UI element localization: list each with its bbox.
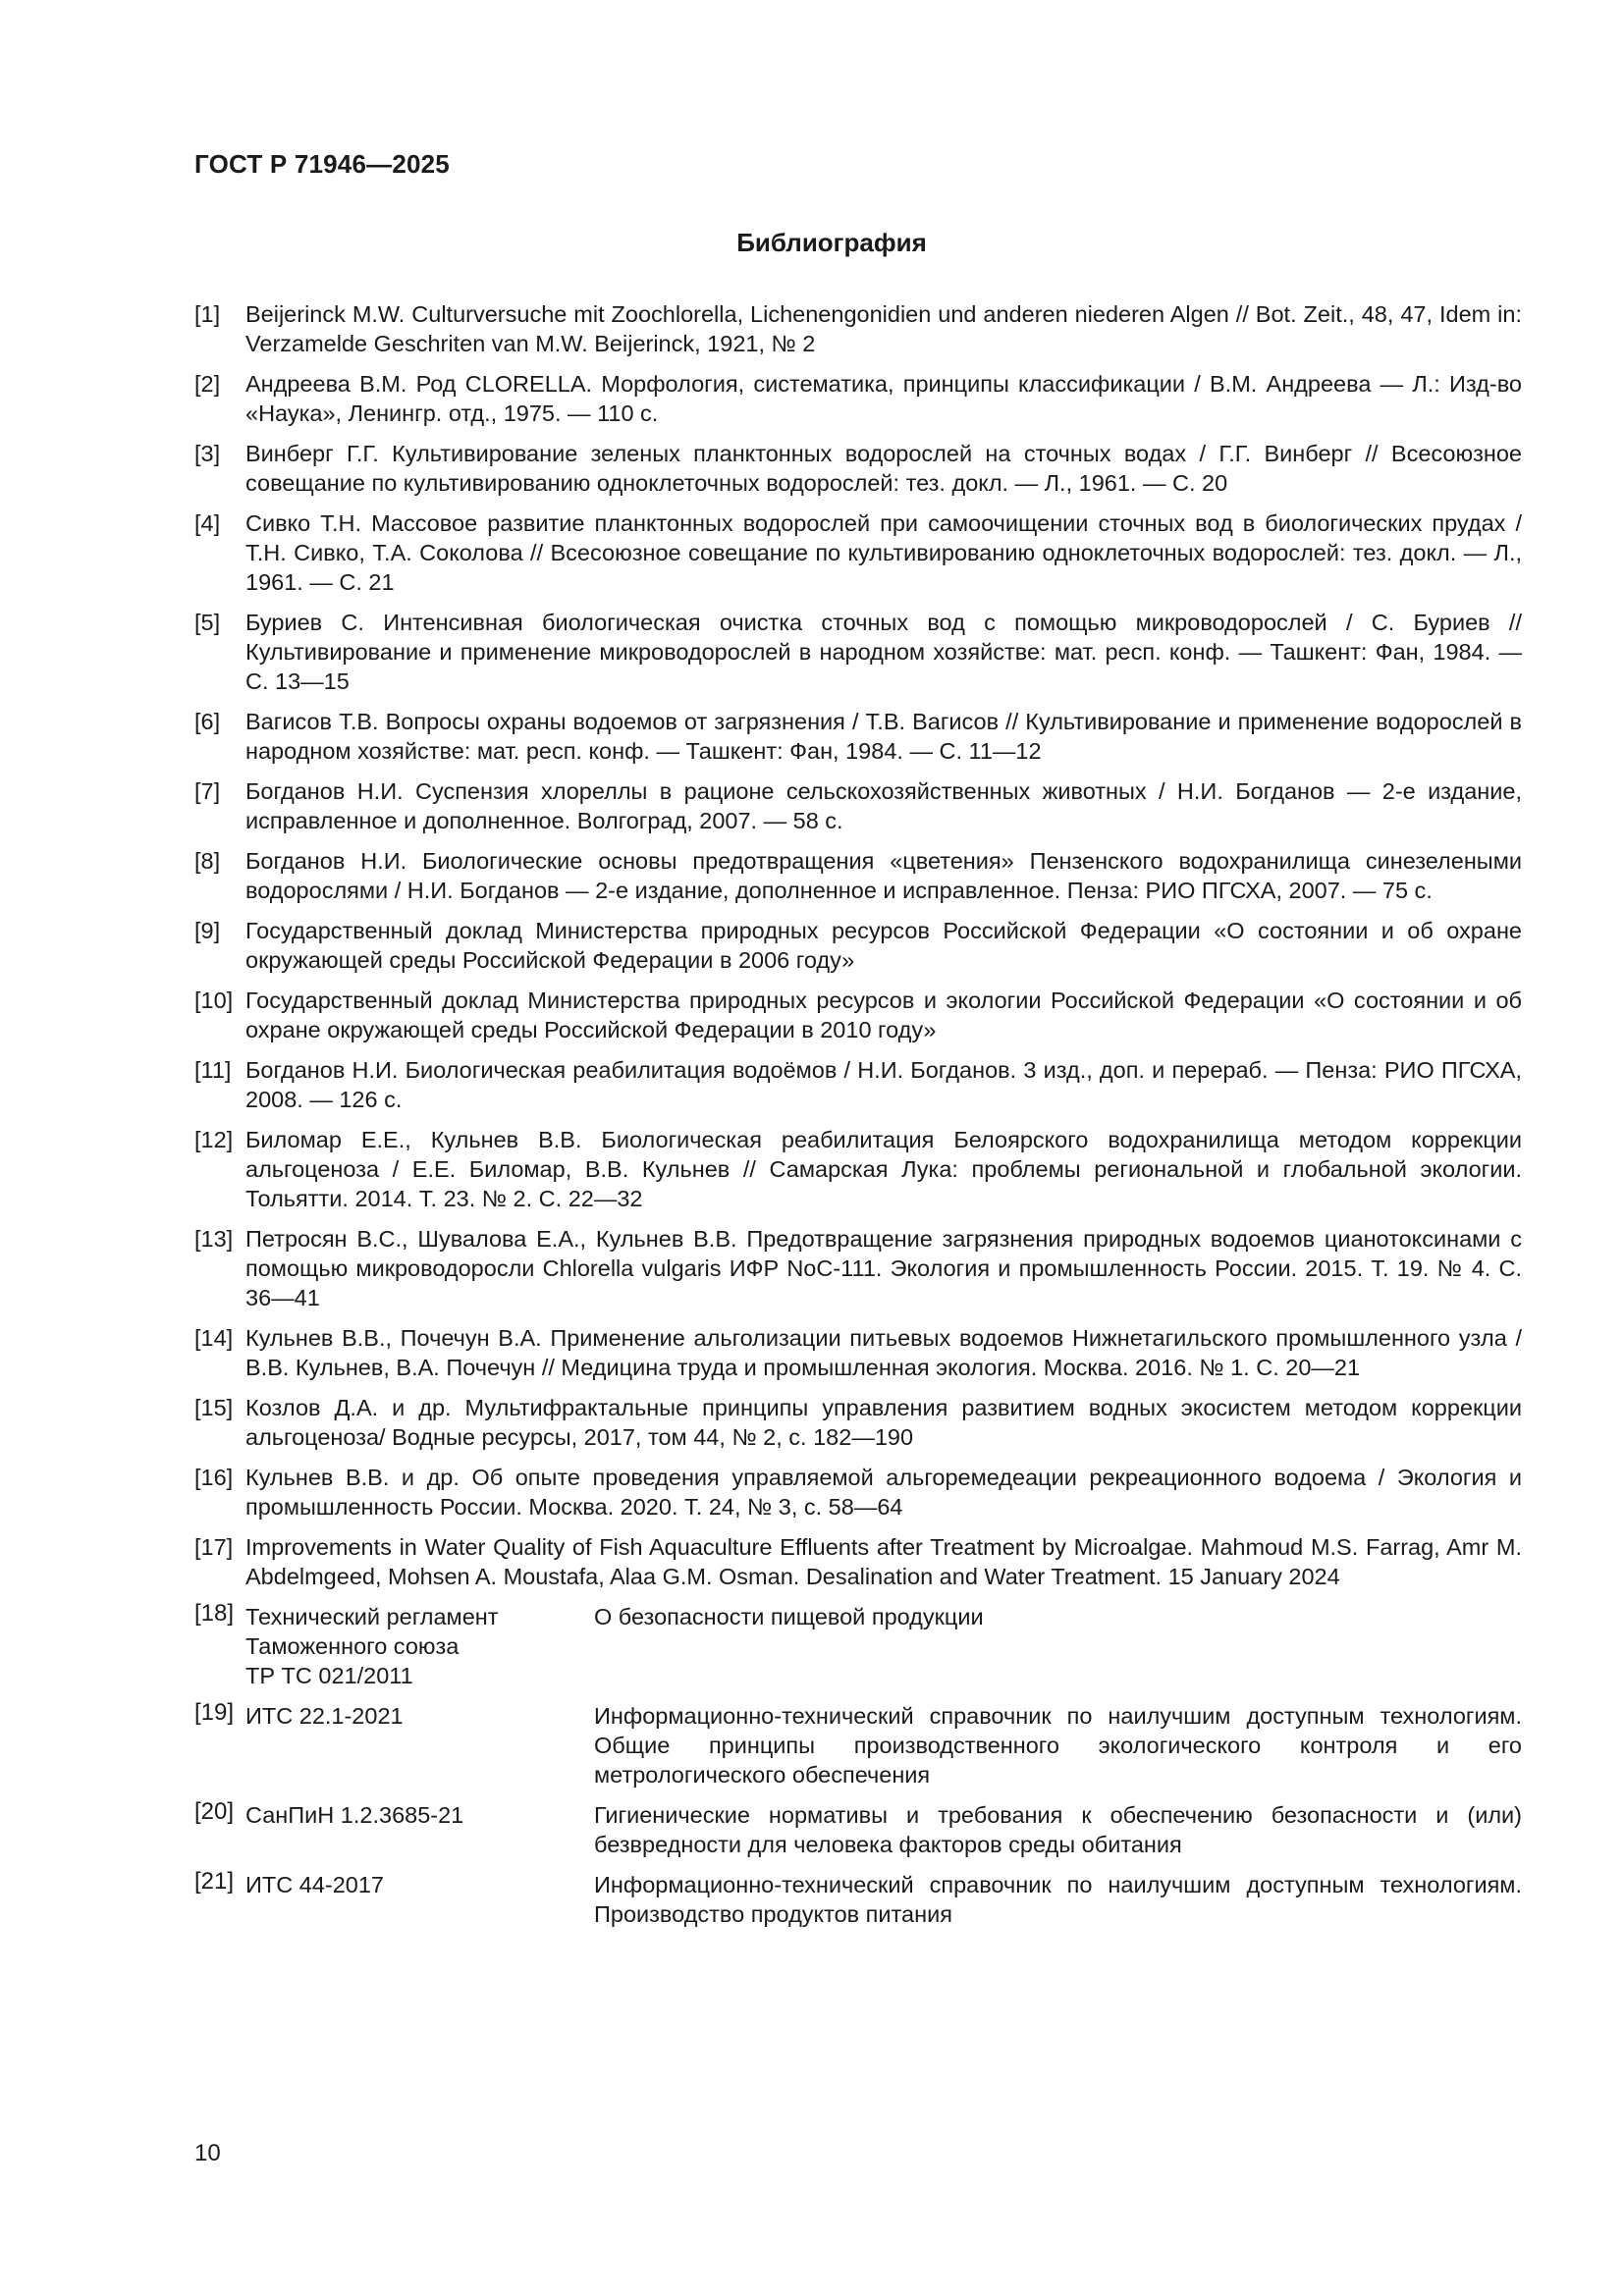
reference-text: Сивко Т.Н. Массовое развитие планктонных водорослей при самоочищении сточных вод в биологических прудах / Т.Н. Сивко, Т.А. Соколова // Всесоюзное совещание по культивированию одноклеточных водорослей: тез. докл. — Л., 1961. — С. 21: [245, 510, 1522, 595]
reference-number: [17]: [194, 1534, 234, 1560]
reference-text: Петросян В.С., Шувалова Е.А., Кульнев В.В. Предотвращение загрязнения природных водоемов цианотоксинами с помощью микроводоросли Chlorella vulgaris ИФР NoC-111. Экология и промышленность России. 2015. Т. 19. № 4. С. 36—41: [245, 1226, 1522, 1310]
reference-item: [194, 1463, 1522, 1522]
reference-number: [11]: [194, 1057, 232, 1083]
normative-reference-item: [194, 1602, 1522, 1690]
reference-item: [194, 1055, 1522, 1114]
reference-list: [194, 299, 1522, 1591]
reference-item: [194, 439, 1522, 498]
reference-text: Козлов Д.А. и др. Мультифрактальные принципы управления развитием водных экосистем методом коррекции альгоценоза/ Водные ресурсы, 2017, том 44, № 2, с. 182—190: [245, 1395, 1522, 1450]
normative-document-code: СанПиН 1.2.3685-21: [245, 1802, 464, 1828]
reference-text: Андреева В.М. Род CLORELLA. Морфология, систематика, принципы классификации / В.М. Андреева — Л.: Изд-во «Наука», Ленингр. отд., 1975. — 110 с.: [245, 371, 1522, 426]
reference-item: [194, 1393, 1522, 1452]
reference-number: [5]: [194, 610, 221, 635]
bibliography-list: [194, 299, 1522, 1940]
reference-number: [7]: [194, 778, 221, 804]
reference-item: [194, 846, 1522, 905]
normative-reference-list: [194, 1602, 1522, 1929]
document-code: ГОСТ Р 71946—2025: [194, 149, 450, 179]
reference-text: Богданов Н.И. Биологические основы предотвращения «цветения» Пензенского водохранилища синезелеными водорослями / Н.И. Богданов — 2-е издание, дополненное и исправленное. Пенза: РИО ПГСХА, 2007. — 75 с.: [245, 848, 1522, 903]
reference-text: Государственный доклад Министерства природных ресурсов и экологии Российской Федерации «О состоянии и об охране окружающей среды Российской Федерации в 2010 году»: [245, 988, 1522, 1042]
reference-item: [194, 1125, 1522, 1213]
normative-reference-item: [194, 1800, 1522, 1859]
reference-item: [194, 1224, 1522, 1312]
reference-text: Биломар Е.Е., Кульнев В.В. Биологическая реабилитация Белоярского водохранилища методом коррекции альгоценоза / Е.Е. Биломар, В.В. Кульнев // Самарская Лука: проблемы региональной и глобальной экологии. Тольятти. 2014. Т. 23. № 2. С. 22—32: [245, 1127, 1522, 1211]
reference-number: [15]: [194, 1395, 234, 1420]
reference-number: [2]: [194, 371, 221, 397]
reference-number: [14]: [194, 1325, 234, 1351]
normative-document-code: ИТС 22.1-2021: [245, 1703, 404, 1729]
reference-item: [194, 916, 1522, 975]
reference-item: [194, 776, 1522, 835]
reference-number: [20]: [194, 1798, 235, 1825]
page-number: 10: [194, 2140, 221, 2166]
normative-document-code: ИТС 44-2017: [245, 1872, 384, 1897]
reference-number: [19]: [194, 1699, 235, 1726]
reference-item: [194, 1323, 1522, 1382]
reference-number: [3]: [194, 441, 221, 466]
reference-item: [194, 369, 1522, 428]
reference-text: Винберг Г.Г. Культивирование зеленых планктонных водорослей на сточных водах / Г.Г. Винберг // Всесоюзное совещание по культивированию одноклеточных водорослей: тез. докл. — Л., 1961. — С. 20: [245, 441, 1522, 496]
reference-item: [194, 608, 1522, 696]
reference-number: [1]: [194, 301, 221, 327]
reference-text: Буриев С. Интенсивная биологическая очистка сточных вод с помощью микроводорослей / С. Буриев // Культивирование и применение микроводорослей в народном хозяйстве: мат. респ. конф. — Ташкент: Фан, 1984. — С. 13—15: [245, 610, 1522, 694]
reference-item: [194, 299, 1522, 358]
reference-text: Кульнев В.В. и др. Об опыте проведения управляемой альгоремедеации рекреационного водоема / Экология и промышленность России. Москва. 2020. Т. 24, № 3, с. 58—64: [245, 1465, 1522, 1520]
reference-text: Beijerinck M.W. Culturversuche mit Zoochlorella, Lichenengonidien und anderen niederen Algen // Bot. Zeit., 48, 47, Idem in: Verzamelde Geschriten van M.W. Beijerinck, 1921, № 2: [245, 301, 1522, 356]
normative-document-title: О безопасности пищевой продукции: [594, 1604, 984, 1629]
reference-number: [10]: [194, 988, 234, 1013]
reference-item: [194, 1532, 1522, 1591]
reference-number: [6]: [194, 709, 221, 734]
normative-document-code: Технический регламент Таможенного союза ТР ТС 021/2011: [245, 1604, 499, 1688]
reference-text: Improvements in Water Quality of Fish Aquaculture Effluents after Treatment by Microalgae. Mahmoud M.S. Farrag, Amr M. Abdelmgeed, Mohsen A. Moustafa, Alaa G.M. Osman. Desalination and Water Treatment. 15 January 2024: [245, 1534, 1522, 1589]
reference-text: Государственный доклад Министерства природных ресурсов Российской Федерации «О состоянии и об охране окружающей среды Российской Федерации в 2006 году»: [245, 918, 1522, 973]
reference-number: [4]: [194, 510, 221, 536]
normative-reference-item: [194, 1870, 1522, 1929]
normative-document-title: Гигиенические нормативы и требования к обеспечению безопасности и (или) безвредности для человека факторов среды обитания: [594, 1802, 1522, 1857]
reference-number: [13]: [194, 1226, 234, 1252]
reference-number: [8]: [194, 848, 221, 874]
reference-item: [194, 986, 1522, 1044]
reference-item: [194, 508, 1522, 597]
reference-text: Вагисов Т.В. Вопросы охраны водоемов от загрязнения / Т.В. Вагисов // Культивирование и применение водорослей в народном хозяйстве: мат. респ. конф. — Ташкент: Фан, 1984. — С. 11—12: [245, 709, 1522, 764]
reference-number: [12]: [194, 1127, 234, 1152]
bibliography-title: Библиография: [736, 228, 927, 257]
normative-document-title: Информационно-технический справочник по наилучшим доступным технологиям. Производство продуктов питания: [594, 1872, 1522, 1927]
reference-item: [194, 707, 1522, 766]
reference-number: [21]: [194, 1868, 235, 1895]
reference-number: [16]: [194, 1465, 234, 1490]
reference-text: Богданов Н.И. Биологическая реабилитация водоёмов / Н.И. Богданов. 3 изд., доп. и перераб. — Пенза: РИО ПГСХА, 2008. — 126 с.: [245, 1057, 1522, 1112]
normative-document-title: Информационно-технический справочник по наилучшим доступным технологиям. Общие принципы производственного экологического контроля и его метрологического обеспечения: [594, 1703, 1522, 1788]
reference-text: Кульнев В.В., Почечун В.А. Применение альголизации питьевых водоемов Нижнетагильского промышленного узла / В.В. Кульнев, В.А. Почечун // Медицина труда и промышленная экология. Москва. 2016. № 1. С. 20—21: [245, 1325, 1522, 1380]
reference-text: Богданов Н.И. Суспензия хлореллы в рационе сельскохозяйственных животных / Н.И. Богданов — 2-е издание, исправленное и дополненное. Волгоград, 2007. — 58 с.: [245, 778, 1522, 833]
reference-number: [9]: [194, 918, 221, 943]
normative-reference-item: [194, 1701, 1522, 1789]
reference-number: [18]: [194, 1600, 235, 1627]
